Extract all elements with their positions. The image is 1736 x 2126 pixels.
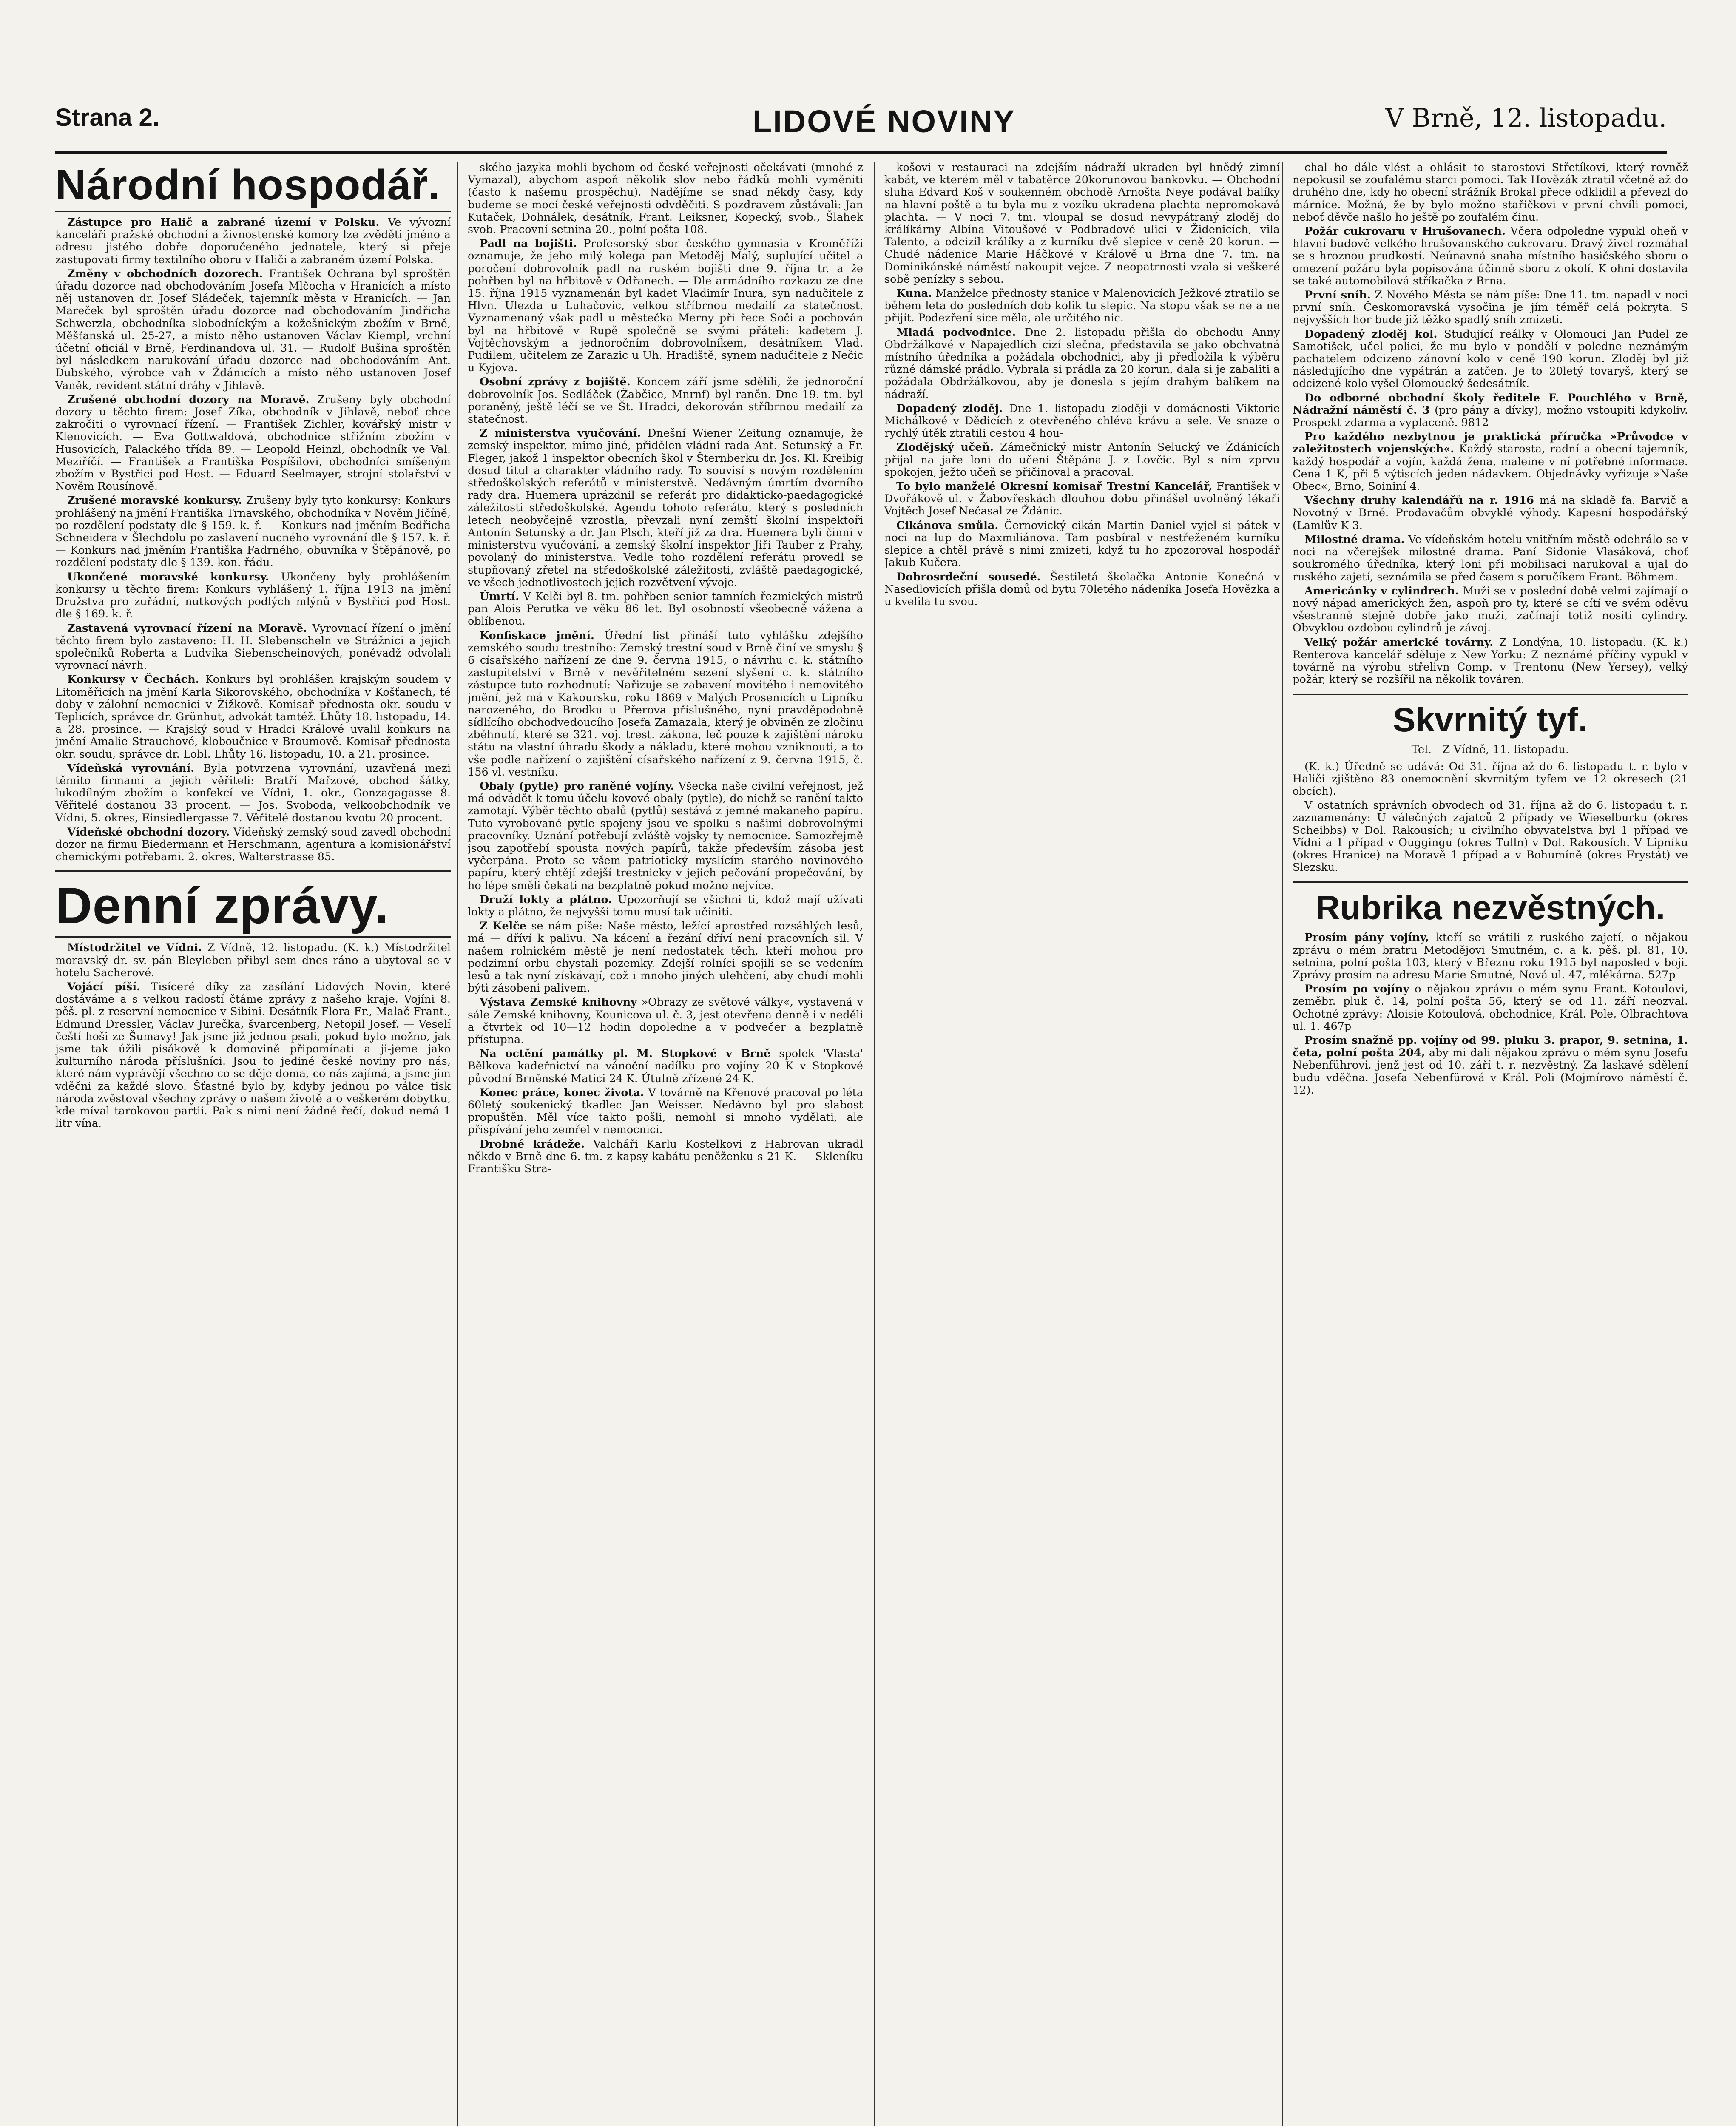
article-body: V Kelči byl 8. tm. pohřben senior tamních řezmických mistrů pan Alois Perutka ve věku 86 let. Byl osobností všeobecně vážena a oblíbenou. <box>468 590 863 628</box>
article-headline: Americánky v cylindrech. <box>1304 584 1459 597</box>
article-headline: Konkursy v Čechách. <box>67 673 199 686</box>
article-headline: Prosím snažně pp. vojíny od 99. pluku 3. prapor, 9. setnina, 1. četa, polní pošta 204, <box>1293 1034 1688 1060</box>
article-body: chal ho dále vlést a ohlásit to starostovi Střetíkovi, který rovněž nepokusil se zoufalému starci pomoci. Tak Hovězák ztratil včetně až do druhého dne, kdy ho obecní strážník Brokal přece odklidil a převezl do márnice. Možná, že by bylo možno stařičkovi v první chvíli pomoci, neboť děvče našlo ho ještě po zoufalém činu. <box>1293 162 1688 224</box>
article-paragraph <box>884 480 1280 518</box>
article-headline: Z Kelče <box>480 920 526 933</box>
article-body: František Ochrana byl sproštěn úřadu dozorce nad obchodováním Josefa Mlčocha v Hranicích a místo něj ustanoven dr. Josef Sládeček, tajemník města v Hranicích. — Jan Mareček byl sproštěn úřadu dozorce nad obchodováním Jindřicha Schwerzla, obchodníka slobodníckým a kožešnickým zbožím v Brně, Měšťanská ul. 25-27, a místo něho ustanoven Václav Kiempl, vrchní účetní oficiál v Brně, Ferdinandova ul. 31. — Rudolf Bušina sproštěn byl následkem narukování úřadu dozorce nad obchodováním Ant. Dubského, výrobce vah v Ždánicích a místo něho ustanoven Josef Vaněk, revident státní dráhy v Jihlavě. <box>55 267 451 392</box>
article-headline: Všechny druhy kalendářů na r. 1916 <box>1304 494 1534 507</box>
article-body: Vyrovnací řízení o jmění těchto firem bylo zastaveno: H. H. Slebenscheln ve Strážnici a jejich společníků Roberta a Ludvíka Siebenscheinových, poněvadž odvolali vyrovnací návrh. <box>55 622 451 672</box>
article-body: Zrušeny byly obchodní dozory u těchto firem: Josef Zíka, obchodník v Jihlavě, neboť chce zakročiti o vyrovnací řízení. — František Zichler, kovářský mistr v Klenovicích. — Eva Gottwaldová, obchodnice střižním zbožím v Husovicích, Palackého třída 89. — Leopold Heinzl, obchodník ve Val. Meziříčí. — František a Františka Pospíšilovi, obchodníci smíšeným zbožím v Bystřici pod Host. — Eduard Seelmayer, strojní stolařství v Nověm Rousínově. <box>55 393 451 493</box>
article-paragraph <box>468 920 863 995</box>
column-4 <box>1293 162 1688 2126</box>
article-paragraph <box>1293 585 1688 635</box>
article-paragraph <box>468 1138 863 1176</box>
article-body: Úřední list přináší tuto vyhlášku zdejšího zemského soudu trestního: Zemský trestní soud v Brně činí ve smyslu § 6 císařského nařízení ze dne 9. června 1915, o návrhu c. k. státního zastupitelství v Brně v nevěřitelném sezení slyšení c. k. státního zástupce tuto rozhodnutí: Nařizuje se zabavení movitého i nemovitého jmění, jež má v Kakoursku, roku 1869 v Malých Prosenicích u Lipníku narozeného, do Brodku u Přerova příslušného, nyní pravděpodobně sídlícího obchodvedoucího Josefa Zamazala, který je obviněn ze zločinu zběhnutí, které se 321. voj. trest. zákona, leč pouze k zajištění nároku státu na vlastní úhradu škody a nákladu, které mohou vzniknouti, a to vše podle nařízení o zajištění císařského nařízení z 9. června 1915, č. 156 vl. vestníku. <box>468 629 863 779</box>
article-paragraph <box>55 674 451 760</box>
article-headline: Místodržitel ve Vídni. <box>67 941 202 955</box>
article-paragraph <box>884 403 1280 440</box>
article-list <box>468 162 863 1175</box>
article-headline: Dopadený zloděj. <box>896 402 1003 415</box>
article-paragraph <box>1293 1035 1688 1097</box>
article-headline: Pro každého nezbytnou je praktická příručka »Průvodce v zaležitostech vojenských«. <box>1293 430 1688 456</box>
article-headline: Prosím pány vojíny, <box>1304 931 1429 944</box>
page-number: Strana 2. <box>55 104 159 131</box>
column-3 <box>884 162 1280 2126</box>
article-headline: Vídeňské obchodní dozory. <box>67 825 230 838</box>
article-body: Zámečnický mistr Antonín Selucký ve Ždánicích přijal na jaře loni do učení Štěpána J. z Lovčic. Byl s ním zprvu spokojen, ježto učeň se přičinoval a pracoval. <box>884 441 1280 479</box>
article-paragraph <box>55 622 451 672</box>
article-body: Studující reálky v Olomouci Jan Pudel ze Samotišek, učel polici, že mu bylo v pondělí v poledne neznámým pachatelem odcizeno zánovní kolo v ceně 190 korun. Zloděj byl již následujícího dne vypátrán a zatčen. Je to 20letý tovaryš, který se odcizené kolo vyšel Olomoucký šedesátník. <box>1293 327 1688 390</box>
article-body: kteří se vrátili z ruského zajetí, o nějakou zprávu o mém bratru Metodějovi Smutném, c. a k. pěš. pl. 81, 10. setnina, polní pošta 103, který v Březnu roku 1915 byl naposled v boji. Zprávy prosím na adresu Marie Smutné, Nová ul. 47, mlékárna. 527p <box>1293 931 1688 981</box>
article-paragraph <box>55 216 451 266</box>
article-paragraph <box>468 996 863 1046</box>
article-paragraph <box>468 376 863 426</box>
article-paragraph <box>884 162 1280 286</box>
column-rule <box>874 162 875 2126</box>
article-list <box>884 162 1280 608</box>
article-body: Muži se v poslední době velmi zajímají o nový nápad amerických žen, aspoň pro ty, které se cítí ve svém oděvu všestranně stejně dobře jako muži, začínají totiž nositi cylindry. Obvyklou ozdobou cylindrů je závoj. <box>1293 584 1688 635</box>
article-headline: Druží lokty a plátno. <box>480 893 612 906</box>
article-headline: Na octění památky pl. M. Stopkové v Brně <box>480 1047 771 1060</box>
article-headline: Kuna. <box>896 287 932 300</box>
article-headline: Ukončené moravské konkursy. <box>67 570 269 583</box>
article-paragraph <box>1293 392 1688 429</box>
article-paragraph <box>468 630 863 779</box>
article-paragraph <box>1293 162 1688 224</box>
article-body: Byla potvrzena vyrovnání, uzavřená mezi těmito firmami a jejich věřiteli: Bratří Mařzové, obchod šátky, lukodílným zbožím a konfekcí ve Vídni, 1. okr., Gonzagagasse 8. Věřitelé dostanou 33 procent. — Jos. Svoboda, velkoobchodník ve Vídni, 5. okres, Einsiedlergasse 7. Věřitelé dostanou kvotu 20 procent. <box>55 762 451 824</box>
article-headline: Dopadený zloděj kol. <box>1304 327 1438 341</box>
article-paragraph <box>884 287 1280 325</box>
article-paragraph <box>1293 328 1688 390</box>
article-list <box>55 216 451 863</box>
article-paragraph <box>55 495 451 569</box>
article-paragraph <box>468 894 863 918</box>
article-headline: Velký požár americké továrny. <box>1304 636 1493 649</box>
article-paragraph <box>1293 932 1688 981</box>
article-headline: Mladá podvodnice. <box>896 326 1016 339</box>
article-body: Dnešní Wiener Zeitung oznamuje, že zemský inspektor, mimo jiné, přidělen vládní rada Ant. Setunský a Fr. Fleger, jakož 1 inspektor obecních škol v Šternberku dr. Jos. Kl. Kreibig dosud titul a charakter vládního rady. To souvisí s novým rozdělením středoškolských referátů v ministerstvě. Nedávným úmrtím dvorního rady dra. Huemera uprázdnil se referát pro didakticko-paedagogické záležitosti středoškolské. Agendu tohoto referátu, který s posledních letech neobyčejně vzrostla, převzali nyní zemští školní inspektoři Antonín Setunský a dr. Jan Plsch, kteří již za dra. Huemera byli činni v ministerstvu vyučování, a zemský školní inspektor Jiří Tauber z Prahy, povolaný do ministerstva. Vedle toho rozdělení referátu provedl se stupňovaný zřetel na středoškolské záležitosti, zvláště paedagogické, ve všech jednotlivostech jejich rozvětvení vývoje. <box>468 427 863 589</box>
article-paragraph <box>1293 431 1688 493</box>
article-paragraph <box>1293 225 1688 287</box>
article-body: (pro pány a dívky), možno vstoupiti kdykoliv. Prospekt zdarma a vyplaceně. 9812 <box>1293 404 1688 429</box>
article-list <box>55 942 451 1130</box>
article-headline: Úmrtí. <box>480 590 519 603</box>
article-body: Z Vídně, 12. listopadu. (K. k.) Místodržitel moravský dr. sv. pán Bleyleben přibyl sem dnes ráno a ubytoval se v hotelu Sacherové. <box>55 941 451 979</box>
article-paragraph <box>468 1087 863 1137</box>
article-body: »Obrazy ze světové války«, vystavená v sále Zemské knihovny, Kounicova ul. č. 3, jest otevřena denně i v neděli a čtvrtek od 10—12 hodin dopoledne a v podvečer a bezplatně přístupna. <box>468 996 863 1046</box>
article-headline: Zlodějský učeň. <box>896 441 994 454</box>
article-headline: Z ministerstva vyučování. <box>480 427 641 440</box>
article-body: Ve vývozní kanceláři pražské obchodní a živnostenské komory lze zvěděti jméno a adresu jistého dobře doporučeného jednatele, který si přeje zastupovati firmy textilního oboru v Haliči a zabraném území Polska. <box>55 216 451 266</box>
article-body: Všecka naše civilní veřejnost, jež má odvádět k tomu účelu kovové obaly (pytle), do nichž se ranění takto zamotají. Výběr těchto obalů (pytlů) sestává z jemné makaneho papíru. Tuto vyrobované pytle spojeny jsou ve spolku s našimi dobrovolnými pracovníky. Uznání potřebují zvláště vojsky ty nemocnice. Samozřejmě jsou zapotřebí spousta nových papírů, takže především zásoba jest vyčerpána. Proto se všem patriotický myslícím starého novinového papíru, který chtějí zdejší trestnicky v jejich pečování propečování, by ho lépe směli čekati na bezplatně pokud možno nejvíce. <box>468 779 863 892</box>
article-headline: Do odborné obchodní školy ředitele F. Pouchlého v Brně, Nádražní náměstí č. 3 <box>1293 391 1688 417</box>
article-body: Dne 2. listopadu přišla do obchodu Anny Obdržálkové v Napajedlích cizí slečna, představila se jako obchvatná místního úředníka a požádala obchodnici, aby ji předložila k výběru různé dámské prádlo. Vybrala si prádla za 20 korun, dala si je zabaliti a požádala Obdržálkovou, aby je donesla s jejím drahým balíkem na nádraží. <box>884 326 1280 401</box>
article-paragraph <box>468 591 863 628</box>
article-headline: Konfiskace jmění. <box>480 629 594 642</box>
article-body: aby mi dali nějakou zprávu o mém synu Josefu Nebenführovi, jenž jest od 10. září t. r. nezvěstný. Za laskavé sdělení budu vděčna. Josefa Nebenfürová v Král. Poli (Mojmírovo náměstí č. 12). <box>1293 1046 1688 1097</box>
article-headline: Vojácí píší. <box>67 980 140 993</box>
article-body: Manželce přednosty stanice v Malenovicích Ježkové ztratilo se během leta do posledních dob kolik tu slepic. Na stopu však se ne a ne přijít. Podezření sice měla, ale určitého nic. <box>884 287 1280 325</box>
article-body: má na skladě fa. Barvič a Novotný v Brně. Prodavačům obvyklé výhody. Kapesní hospodářský (Lamlův K 3. <box>1293 494 1688 532</box>
article-headline: Milostné drama. <box>1304 533 1405 546</box>
section-heading-rubrika-nezvestnych: Rubrika nezvěstných. <box>1293 881 1688 927</box>
article-body: se nám píše: Naše město, ležící aprostřed rozsáhlých lesů, má — dříví k palivu. Na kácení a řezání dříví není pracovních sil. V našem rolnickém městě je není nedostatek těch, kteří mohou pro podzimní orbu chystali pozemky. Zdejší rolníci spojili se se vedením lesů a tak nyní získávají, což i mnoho jiných ulehčení, aby chudí mohli býti zásobeni palivem. <box>468 920 863 995</box>
article-body: Ukončeny byly prohlášením konkursy u těchto firem: Konkurs vyhlášený 1. října 1913 na jmění Družstva pro zuřádní, nutkových podlých mlýnů v Bystřici pod Host. dle § 169. k. ř. <box>55 570 451 621</box>
article-paragraph <box>1293 761 1688 798</box>
article-body: Z Londýna, 10. listopadu. (K. k.) Renterova kancelář sděluje z New Yorku: Z neznámé příčiny vypukl v továrně na výrobu střelivn Comp. v Trentonu (New Yersey), velký požár, který se rozšířil na několik továren. <box>1293 636 1688 686</box>
article-paragraph <box>884 520 1280 569</box>
column-rule <box>1282 162 1283 2126</box>
article-headline: Prosím po vojíny <box>1304 983 1409 996</box>
article-paragraph <box>884 327 1280 401</box>
masthead <box>55 100 1667 154</box>
article-body: Vídeňský zemský soud zavedl obchodní dozor na firmu Biedermann et Herschmann, agentura a komisionářství chemickými potřebami. 2. okres, Walterstrasse 85. <box>55 825 451 864</box>
article-headline: Požár cukrovaru v Hrušovanech. <box>1304 225 1506 238</box>
section-heading-narodni-hospodar: Národní hospodář. <box>55 162 451 212</box>
article-paragraph <box>1293 495 1688 532</box>
article-headline: Změny v obchodních dozorech. <box>67 267 263 280</box>
article-body: Včera odpoledne vypukl oheň v hlavní budově velkého hrušovanského cukrovaru. Dravý živel rozmáhal se s hroznou prudkostí. Neúnavná snaha místního hasičského sboru o omezení požáru byla popisována účinně sboru z okolí. K ohni dostavila se také automobilová stříkačka z Brna. <box>1293 225 1688 287</box>
article-body: Valcháři Karlu Kostelkovi z Habrovan ukradl někdo v Brně dne 6. tm. z kapsy kabátu peněženku s 21 K. — Skleníku Františku Stra- <box>468 1137 863 1176</box>
article-paragraph <box>468 1048 863 1085</box>
article-headline: Obaly (pytle) pro raněné vojíny. <box>480 779 674 793</box>
article-headline: Dobrosrdeční sousedé. <box>896 570 1041 583</box>
article-paragraph <box>1293 983 1688 1033</box>
article-paragraph <box>468 162 863 236</box>
article-body: Šestiletá školačka Antonie Konečná v Nasedlovicích přišla domů od bytu 70letého nádeníka Josefa Hovězka a u kvelila tu svou. <box>884 570 1280 608</box>
column-1 <box>55 162 451 2126</box>
article-headline: Výstava Zemské knihovny <box>480 996 637 1009</box>
article-body: Každý starosta, radní a obecní tajemník, každý hospodář a vojín, každá žena, maleine v ní potřebné informace. Cena 1 K, při 5 výtiscích jeden nádavkem. Objednávky vyřizuje »Naše Obec«, Brno, Soininí 4. <box>1293 443 1688 493</box>
article-body: František v Dvořákově ul. v Žabovřeskách dlouhou dobu přinášel uvolněný lékaři Vojtěch Josef Nečasal ze Ždánic. <box>884 480 1280 518</box>
article-body: Zrušeny byly tyto konkursy: Konkurs prohlášený na jmění Františka Trnavského, obchodníka v Nověm Jičíně, po rozdělení podstaty dle § 159. k. ř. — Konkurs nad jměním Bedřicha Schneidera v Šlechdolu po zaslavení nucného vyrovnání dle § 157. k. ř. — Konkurs nad jměním Františka Fadrného, obuvníka v Štěpánově, po rozdělení podstaty dle § 139. kon. řádu. <box>55 494 451 569</box>
article-headline: Zrušené moravské konkursy. <box>67 494 242 507</box>
article-headline: Konec práce, konec života. <box>480 1086 644 1099</box>
dateline: Tel. - Z Vídně, 11. listopadu. <box>1411 743 1569 756</box>
article-paragraph <box>55 571 451 621</box>
article-body: Koncem září jsme sdělili, že jednoroční dobrovolník Jos. Sedláček (Žabčice, Mnrnf) byl raněn. Dne 19. tm. byl poraněný, ještě léčí se ve Št. Hradci, dekorován stříbrnou medailí za statečnost. <box>468 375 863 426</box>
article-paragraph <box>55 942 451 979</box>
column-2 <box>468 162 863 2126</box>
article-paragraph <box>55 394 451 493</box>
article-paragraph <box>1293 289 1688 327</box>
article-headline: Drobné krádeže. <box>480 1137 585 1151</box>
section-heading-skvrnity-tyf: Skvrnitý tyf. <box>1293 694 1688 739</box>
article-paragraph <box>55 981 451 1130</box>
article-headline: To bylo manželé Okresní komisař Trestní Kancelář, <box>896 480 1213 493</box>
article-body: (K. k.) Úředně se udává: Od 31. října až do 6. listopadu t. r. bylo v Haliči zjištěno 83 onemocnění skvrnitým tyfem ve 12 okresech (21 obcích). <box>1293 760 1688 798</box>
article-body: Tisíceré díky za zasílání Lidových Novin, které dostáváme a s velkou radostí čtáme zprávy z našeho kraje. Vojíni 8. pěš. pl. z reservní nemocnice v Sibini. Desátník Flora Fr., Malač Frant., Edmund Dressler, Václav Jurečka, švarcenberg, Netopil Josef. — Veselí čeští hoši ze Šumavy! Jak jsme již jednou psali, pokud bylo možno, jak jsme tak úžili pisákově k domovině připomínati a ji-jeme jako kulturního národa příslušníci. Jsou to jediné české noviny pro nás, které nám vyprávějí všechno co se děje doma, co nás zajímá, a jsme jim vděčni za každé slovo. Šťastné bylo by, kdyby jednou po válce tisk národa zvěstoval všechny zprávy o našem životě a o veškerém dobytku, kde míval tarokovou partii. Pak s nimi není žádné řečí, dokud nemá 1 litr vína. <box>55 980 451 1130</box>
newspaper-title: LIDOVÉ NOVINY <box>753 104 1016 139</box>
article-headline: Cikánova smůla. <box>896 519 999 532</box>
article-body: Černovický cikán Martin Daniel vyjel si pátek v noci na lup do Maxmiliánova. Tam posbíral v nestřeženém kurníku slepice a chtěl právě s nimi zmizeti, když tu ho zpozoroval hospodář Jakub Kučera. <box>884 519 1280 569</box>
article-list <box>1293 932 1688 1097</box>
article-body: o nějakou zprávu o mém synu Frant. Kotoulovi, zeměbr. pluk č. 14, polní pošta 56, který se od 11. září neozval. Ochotné zprávy: Aloisie Kotoulová, obchodnice, Král. Pole, Olbrachtova ul. 1. 467p <box>1293 983 1688 1033</box>
article-body: Konkurs byl prohlášen krajským soudem v Litoměřicích na jmění Karla Sikorovského, obchodníka v Košťanech, té doby v zálohní nemocnici v Žižkově. Komisař přednosta okr. soudu v Teplicích, správce dr. Grünhut, advokát tamtéž. Lhůty 18. listopadu, 14. a 28. prosince. — Krajský soud v Hradci Králové uvalil konkurs na jmění Amalie Strauchové, kloboučnice v Broumově. Komisař přednosta okr. soudu, správce dr. Lobl. Lhůty 16. listopadu, 10. a 21. prosince. <box>55 673 451 761</box>
article-list <box>1293 761 1688 874</box>
article-body: Z Nového Města se nám píše: Dne 11. tm. napadl v noci první sníh. Českomoravská vysočina je jím téměř celá pokryta. S nejvyšších hor bude již těžko spadlý sníh zmizeti. <box>1293 289 1688 327</box>
article-paragraph <box>55 826 451 864</box>
article-body: Dne 1. listopadu zloději v domácnosti Viktorie Michálkové v Dědicích z otevřeného chléva krávu a sele. Ve snaze o rychlý útěk ztratili cestou 4 hou- <box>884 402 1280 440</box>
article-paragraph <box>55 268 451 392</box>
article-body: košovi v restauraci na zdejším nádraží ukraden byl hnědý zimní kabát, ve kterém měl v tabatěrce 20korunovou bankovku. — Obchodní sluha Edvard Koš v soukenném obchodě Arnošta Neye podával balíky na hlavní poště a tu byla mu z vozíku ukradena plachta nepromokavá plachta. — V noci 7. tm. vloupal se dosud nevypátraný zloděj do králíkárny Albína Vitoušové v Podbradové ulici v Židenicích, vila Talento, a odcizil králíky a z kurníku dvě slepice v ceně 20 korun. — Chudé nádenice Marie Háčkové v Králově u Brna dne 7. tm. na Dominikánské náměstí nakoupit vejce. Z neopatrnosti vzala si veškeré sobě penízky s sebou. <box>884 162 1280 286</box>
article-paragraph <box>884 571 1280 608</box>
article-body: Profesorský sbor českého gymnasia v Kroměříži oznamuje, že jeho milý kolega pan Metoděj Malý, suplující učitel a poročení dobrovolník padl na ruském bojišti dne 9. října tr. a že pohřben byl na hřbitově v Odřanech. — Dle armádního rozkazu ze dne 15. října 1915 vyznamenán byl kadet Vladimír Inura, syn nadučitele z Hlvn. Ulezda u Luhačovic, velkou stříbrnou medailí za statečnost. Vyznamenaný však padl u městečka Merny při řece Soči a pochován byl na hřbitově v Rupě společně se svými přáteli: kadetem J. Vojtěchovským a jednoročním dobrovolníkem, desátníkem Vlad. Pudilem, učitelem ze Zarazic u Uh. Hradiště, synem nadučitele z Nečic u Kyjova. <box>468 237 863 375</box>
article-headline: Vídeňská vyrovnání. <box>67 762 195 775</box>
article-headline: Osobní zprávy z bojiště. <box>480 375 631 389</box>
section-heading-denni-zpravy: Denní zprávy. <box>55 870 451 938</box>
article-paragraph <box>1293 637 1688 686</box>
place-date: V Brně, 12. listopadu. <box>1385 103 1667 133</box>
article-paragraph <box>468 780 863 892</box>
article-paragraph <box>1293 534 1688 583</box>
article-paragraph <box>468 427 863 589</box>
article-headline: Zástupce pro Halič a zabrané území v Polsku. <box>67 216 380 229</box>
article-headline: Padl na bojišti. <box>480 237 577 250</box>
article-paragraph <box>884 441 1280 479</box>
article-headline: Zrušené obchodní dozory na Moravě. <box>67 393 310 406</box>
article-body: Ve vídeňském hotelu vnitřním městě odehrálo se v noci na včerejšek milostné drama. Paní Sidonie Vlasáková, choť soukromého úředníka, který loni při mobilisaci narukoval a ujal do ruského zajetí, seznámila se před časem s poručíkem Frant. Böhmem. <box>1293 533 1688 583</box>
article-headline: První sníh. <box>1304 289 1371 302</box>
article-body: Upozorňují se všichni ti, kdož mají užívati lokty a plátno, že nejvyšší tomu musí tak učiniti. <box>468 893 863 918</box>
article-paragraph <box>468 238 863 374</box>
article-paragraph <box>55 762 451 824</box>
article-body: V ostatních správních obvodech od 31. října až do 6. listopadu t. r. zaznamenány: U válečných zajatců 2 případy ve Wieselburku (okres Scheibbs) v Dol. Rakousích; u civilního obyvatelstva byl 1 případ ve Vídni a 1 případ v Ouggingu (okres Tulln) v Dol. Rakousích. V Lipníku (okres Hranice) na Moravě 1 případ a v Bohumíně (okres Frystát) ve Slezsku. <box>1293 799 1688 874</box>
article-headline: Zastavená vyrovnací řízení na Moravě. <box>67 622 307 635</box>
article-body: V továrně na Křenové pracoval po léta 60letý soukenický tkadlec Jan Weisser. Nedávno byl pro slabost propuštěn. Měl více takto pošli, nemohl si mnoho vydělati, ale přispívání jeho zemřel v nemocnici. <box>468 1086 863 1137</box>
column-rule <box>457 162 458 2126</box>
article-body: ského jazyka mohli bychom od české veřejnosti očekávati (mnohé z Vymazal), abychom aspoň několik slov nebo řádků mohli vyměniti (často k našemu prospěchu). Nadějíme se snad někdy časy, kdy budeme se mocí české veřejnosti odvděčiti. S pozdravem zůstávali: Jan Kutaček, Dohnálek, desátník, Frant. Leiksner, Kopecký, svob., Šlahek svob. Pracovní setnina 20., polní pošta 108. <box>468 162 863 236</box>
article-paragraph <box>1293 799 1688 874</box>
article-body: spolek 'Vlasta' Bělkova kadeřnictví na vánoční nadílku pro vojíny 20 K v Stopkové původní Brněnské Matici 24 K. Útulně zřízené 24 K. <box>468 1047 863 1085</box>
article-list <box>1293 162 1688 686</box>
